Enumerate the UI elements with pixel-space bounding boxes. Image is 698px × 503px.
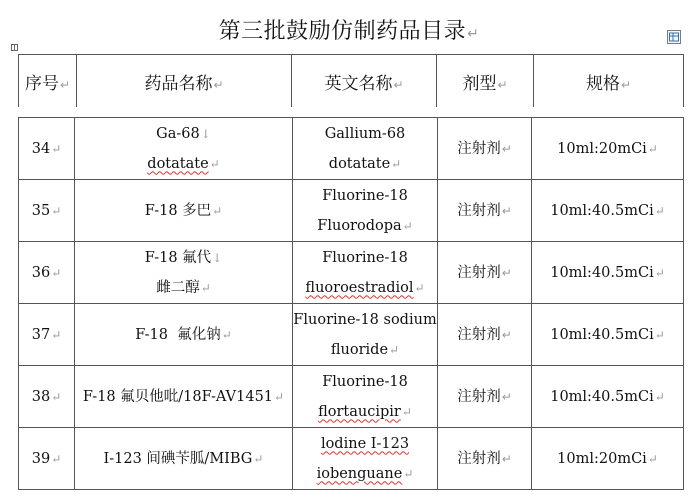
table-row: [19, 242, 684, 304]
col-header-english: 英文名称↵: [292, 55, 437, 108]
header-table: [18, 54, 684, 107]
table-row: [19, 428, 684, 490]
cell-no: 37↵: [19, 304, 75, 366]
cell-no: 38↵: [19, 366, 75, 428]
table-row: [19, 180, 684, 242]
table-row: [19, 366, 684, 428]
table-move-handle-icon[interactable]: [11, 44, 18, 51]
table-row: [19, 118, 684, 180]
paragraph-mark: ↵: [467, 26, 480, 42]
cell-spec: 10ml:40.5mCi↵: [532, 180, 684, 242]
cell-english: lodine I-123 iobenguane↵: [293, 428, 438, 490]
cell-spec: 10ml:40.5mCi↵: [532, 242, 684, 304]
cell-name: I-123 间碘苄胍/MIBG↵: [75, 428, 293, 490]
cell-form: 注射剂↵: [438, 304, 532, 366]
col-header-spec: 规格↵: [534, 55, 684, 108]
cell-english: Fluorine-18 Fluorodopa↵: [293, 180, 438, 242]
document-title: [0, 14, 698, 45]
cell-spec: 10ml:20mCi↵: [532, 118, 684, 180]
table-row: [19, 304, 684, 366]
cell-form: 注射剂↵: [438, 366, 532, 428]
cell-spec: 10ml:40.5mCi↵: [532, 366, 684, 428]
col-header-no: 序号↵: [19, 55, 77, 108]
cell-spec: 10ml:40.5mCi↵: [532, 304, 684, 366]
table-options-icon[interactable]: [667, 30, 681, 44]
cell-english: Fluorine-18 sodium fluoride↵: [293, 304, 438, 366]
cell-name: F-18 氟代↓ 雌二醇↵: [75, 242, 293, 304]
cell-name: Ga-68↓ dotatate↵: [75, 118, 293, 180]
cell-english: Fluorine-18 fluoroestradiol↵: [293, 242, 438, 304]
cell-name: F-18 氟贝他吡/18F-AV1451↵: [75, 366, 293, 428]
cell-english: Fluorine-18 flortaucipir↵: [293, 366, 438, 428]
cell-english: Gallium-68 dotatate↵: [293, 118, 438, 180]
title-text: 第三批鼓励仿制药品目录: [218, 19, 467, 44]
cell-no: 39↵: [19, 428, 75, 490]
cell-form: 注射剂↵: [438, 428, 532, 490]
cell-form: 注射剂↵: [438, 118, 532, 180]
header-row: [19, 55, 684, 108]
cell-form: 注射剂↵: [438, 242, 532, 304]
cell-no: 35↵: [19, 180, 75, 242]
col-header-form: 剂型↵: [437, 55, 534, 108]
cell-no: 36↵: [19, 242, 75, 304]
col-header-name: 药品名称↵: [77, 55, 292, 108]
cell-no: 34↵: [19, 118, 75, 180]
cell-form: 注射剂↵: [438, 180, 532, 242]
cell-name: F-18 多巴↵: [75, 180, 293, 242]
cell-spec: 10ml:20mCi↵: [532, 428, 684, 490]
drug-table: [18, 117, 684, 490]
cell-name: F-18 氟化钠↵: [75, 304, 293, 366]
